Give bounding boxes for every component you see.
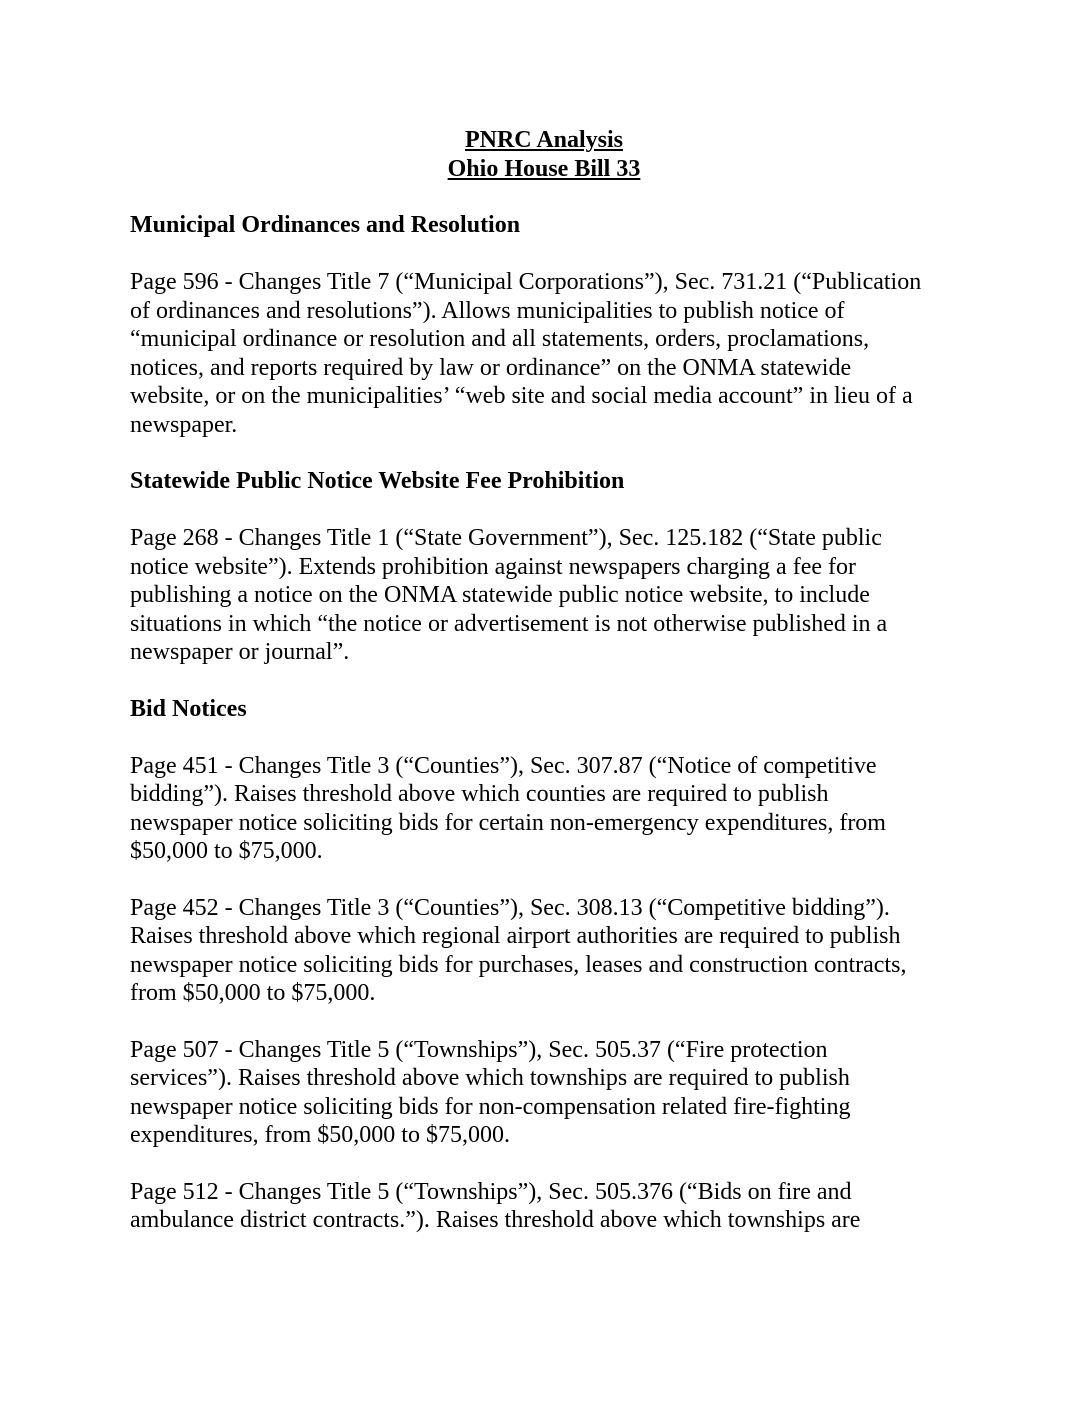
document-body: [130, 211, 960, 1263]
paragraph-line: Page 451 - Changes Title 3 (“Counties”), Sec. 307.87 (“Notice of competitive: [130, 752, 877, 779]
section-paragraph: [130, 268, 960, 439]
section-paragraph: [130, 1036, 960, 1150]
section-paragraph: [130, 894, 960, 1008]
paragraph-line: of ordinances and resolutions”). Allows municipalities to publish notice of: [130, 297, 845, 324]
paragraph-line: publishing a notice on the ONMA statewide public notice website, to include: [130, 582, 870, 608]
section-heading: Municipal Ordinances and Resolution: [130, 212, 521, 238]
paragraph-line: Page 512 - Changes Title 5 (“Townships”), Sec. 505.376 (“Bids on fire and: [130, 1178, 852, 1205]
document-subtitle: Ohio House Bill 33: [447, 156, 641, 182]
paragraph-line: Page 268 - Changes Title 1 (“State Government”), Sec. 125.182 (“State public: [130, 525, 882, 551]
paragraph-line: “municipal ordinance or resolution and all statements, orders, proclamations,: [130, 326, 870, 352]
paragraph-line: bidding”). Raises threshold above which counties are required to publish: [130, 781, 829, 807]
paragraph-line: expenditures, from $50,000 to $75,000.: [130, 1122, 510, 1148]
section-paragraph: [130, 752, 960, 866]
paragraph-line: newspaper notice soliciting bids for certain non-emergency expenditures, from: [130, 809, 886, 836]
paragraph-line: Page 596 - Changes Title 7 (“Municipal Corporations”), Sec. 731.21 (“Publication: [130, 269, 922, 295]
paragraph-line: website, or on the municipalities’ “web site and social media account” in lieu of a: [130, 383, 913, 409]
section-heading: Statewide Public Notice Website Fee Prohibition: [130, 468, 625, 494]
paragraph-line: notices, and reports required by law or ordinance” on the ONMA statewide: [130, 354, 852, 381]
paragraph-line: newspaper notice soliciting bids for non-compensation related fire-fighting: [130, 1093, 851, 1120]
section-paragraph: [130, 524, 960, 667]
paragraph-line: from $50,000 to $75,000.: [130, 980, 376, 1006]
paragraph-line: newspaper notice soliciting bids for purchases, leases and construction contracts,: [130, 951, 907, 978]
paragraph-line: ambulance district contracts.”). Raises threshold above which townships are: [130, 1207, 861, 1233]
paragraph-line: notice website”). Extends prohibition against newspapers charging a fee for: [130, 553, 856, 580]
paragraph-line: Page 507 - Changes Title 5 (“Townships”), Sec. 505.37 (“Fire protection: [130, 1036, 828, 1063]
paragraph-line: newspaper or journal”.: [130, 639, 350, 665]
paragraph-line: Page 452 - Changes Title 3 (“Counties”), Sec. 308.13 (“Competitive bidding”).: [130, 894, 890, 921]
paragraph-line: situations in which “the notice or advertisement is not otherwise published in a: [130, 610, 888, 637]
paragraph-line: services”). Raises threshold above which townships are required to publish: [130, 1065, 850, 1091]
paragraph-line: newspaper.: [130, 411, 238, 438]
section-paragraph: [130, 1178, 960, 1235]
section-heading: Bid Notices: [130, 695, 247, 722]
title-block: [0, 126, 1088, 184]
paragraph-line: Raises threshold above which regional airport authorities are required to publish: [130, 923, 901, 949]
paragraph-line: $50,000 to $75,000.: [130, 838, 323, 864]
document-title: PNRC Analysis: [464, 127, 624, 153]
